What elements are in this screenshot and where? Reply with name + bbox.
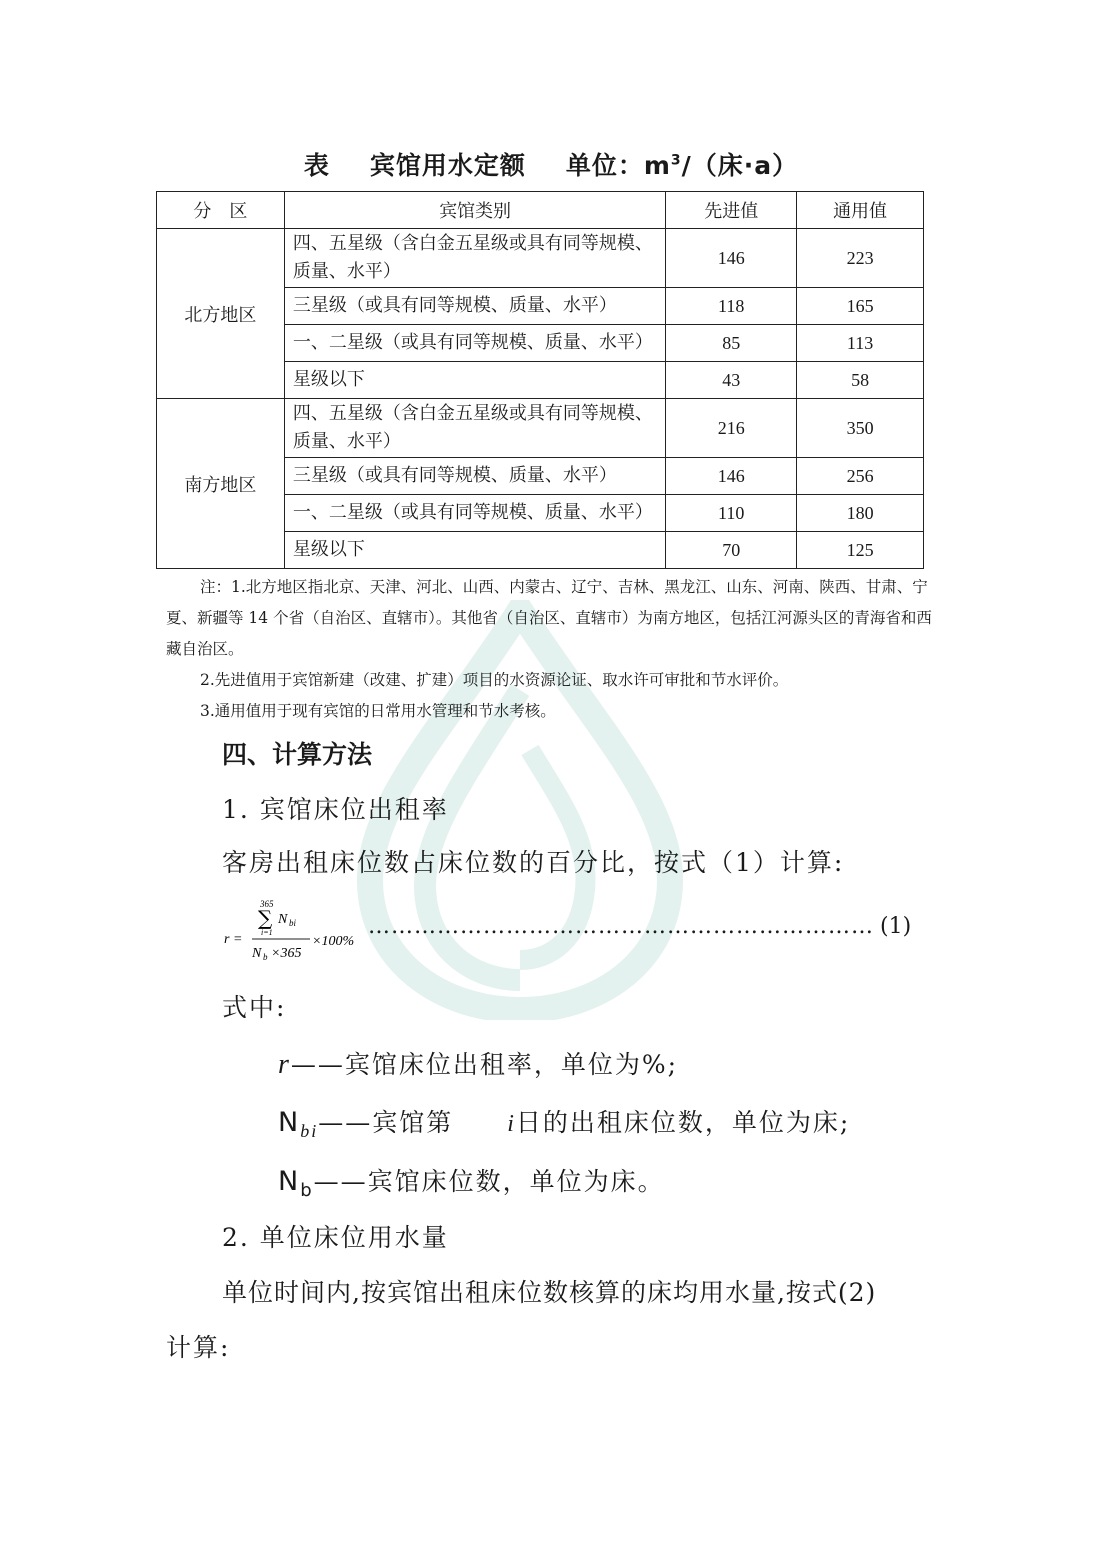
times-percent: ×100% xyxy=(312,934,355,949)
advanced-value: 118 xyxy=(666,288,797,325)
table-row xyxy=(157,229,924,288)
note-3: 3.通用值用于现有宾馆的日常用水管理和节水考核。 xyxy=(200,702,556,720)
region-south: 南方地区 xyxy=(157,399,285,569)
table-title: 表 宾馆用水定额 单位：$m^3/$（床·a） xyxy=(303,151,799,180)
advanced-value: 216 xyxy=(666,399,797,458)
sum-upper: 365 xyxy=(260,899,274,909)
category-cell: 三星级（或具有同等规模、质量、水平） xyxy=(284,288,665,325)
general-value: 58 xyxy=(797,362,924,399)
subsection-1-title: 1. 宾馆床位出租率 xyxy=(222,795,449,824)
symbol-n: N xyxy=(278,1107,301,1138)
table-row xyxy=(157,399,924,458)
symbol-i: i xyxy=(507,1111,516,1137)
subsection-2-desc-line1: 单位时间内,按宾馆出租床位数核算的床均用水量,按式(2) xyxy=(222,1278,877,1307)
general-value: 125 xyxy=(797,532,924,569)
definition-nbi-text-a: ——宾馆第 xyxy=(318,1108,454,1137)
denominator-var: N xyxy=(252,946,262,961)
header-advanced: 先进值 xyxy=(666,192,797,229)
advanced-value: 110 xyxy=(666,495,797,532)
denominator-rest: ×365 xyxy=(271,946,302,961)
water-quota-table xyxy=(156,191,924,569)
advanced-value: 85 xyxy=(666,325,797,362)
definition-nb xyxy=(278,1162,665,1201)
category-cell: 四、五星级（含白金五星级或具有同等规模、质量、水平） xyxy=(284,229,665,288)
advanced-value: 70 xyxy=(666,532,797,569)
definition-r-text: ——宾馆床位出租率，单位为%; xyxy=(290,1050,679,1079)
formula-1 xyxy=(222,895,372,965)
header-general: 通用值 xyxy=(797,192,924,229)
general-value: 223 xyxy=(797,229,924,288)
definition-nbi-text-b: 日的出租床位数，单位为床; xyxy=(515,1108,851,1137)
header-category: 宾馆类别 xyxy=(284,192,665,229)
category-cell: 星级以下 xyxy=(284,532,665,569)
general-value: 113 xyxy=(797,325,924,362)
definition-nb-text: ——宾馆床位数，单位为床。 xyxy=(313,1167,665,1196)
symbol-sub-bi: bi xyxy=(300,1121,319,1141)
note-2: 2.先进值用于宾馆新建（改建、扩建）项目的水资源论证、取水许可审批和节水评价。 xyxy=(200,671,789,689)
equation-number-1: (1) xyxy=(880,914,912,939)
general-value: 165 xyxy=(797,288,924,325)
formula-dots: ………………………………………………………… xyxy=(368,914,874,939)
category-cell: 一、二星级（或具有同等规模、质量、水平） xyxy=(284,325,665,362)
advanced-value: 146 xyxy=(666,458,797,495)
denominator-sub: b xyxy=(263,952,268,962)
definition-nbi xyxy=(278,1103,850,1142)
table-header-row xyxy=(157,192,924,229)
subsection-2-title: 2. 单位床位用水量 xyxy=(222,1223,449,1252)
subsection-2-desc-line2: 计算: xyxy=(166,1333,231,1362)
section-heading: 四、计算方法 xyxy=(222,740,373,769)
category-cell: 星级以下 xyxy=(284,362,665,399)
definition-r xyxy=(278,1045,678,1081)
advanced-value: 43 xyxy=(666,362,797,399)
where-label: 式中: xyxy=(222,993,287,1022)
region-north: 北方地区 xyxy=(157,229,285,399)
category-cell: 一、二星级（或具有同等规模、质量、水平） xyxy=(284,495,665,532)
symbol-n: N xyxy=(278,1166,301,1197)
formula-lhs: r = xyxy=(224,932,243,947)
table-notes xyxy=(166,572,936,727)
header-region: 分 区 xyxy=(157,192,285,229)
category-cell: 四、五星级（含白金五星级或具有同等规模、质量、水平） xyxy=(284,399,665,458)
advanced-value: 146 xyxy=(666,229,797,288)
general-value: 350 xyxy=(797,399,924,458)
symbol-r: r xyxy=(278,1049,291,1080)
general-value: 180 xyxy=(797,495,924,532)
note-1: 注：1.北方地区指北京、天津、河北、山西、内蒙古、辽宁、吉林、黑龙江、山东、河南、陕西、甘肃、宁夏、新疆等 14 个省（自治区、直辖市）。其他省（自治区、直辖市）为南方地区，包括江河源头区的青海省和西藏自治区。 xyxy=(166,578,932,658)
sum-symbol: ∑ xyxy=(258,906,273,930)
subsection-1-desc: 客房出租床位数占床位数的百分比，按式（1）计算: xyxy=(222,848,845,877)
numerator-sub: bi xyxy=(289,918,297,928)
symbol-sub-b: b xyxy=(300,1180,314,1201)
numerator-var: N xyxy=(278,912,288,927)
sum-lower: i=1 xyxy=(261,928,273,937)
category-cell: 三星级（或具有同等规模、质量、水平） xyxy=(284,458,665,495)
general-value: 256 xyxy=(797,458,924,495)
